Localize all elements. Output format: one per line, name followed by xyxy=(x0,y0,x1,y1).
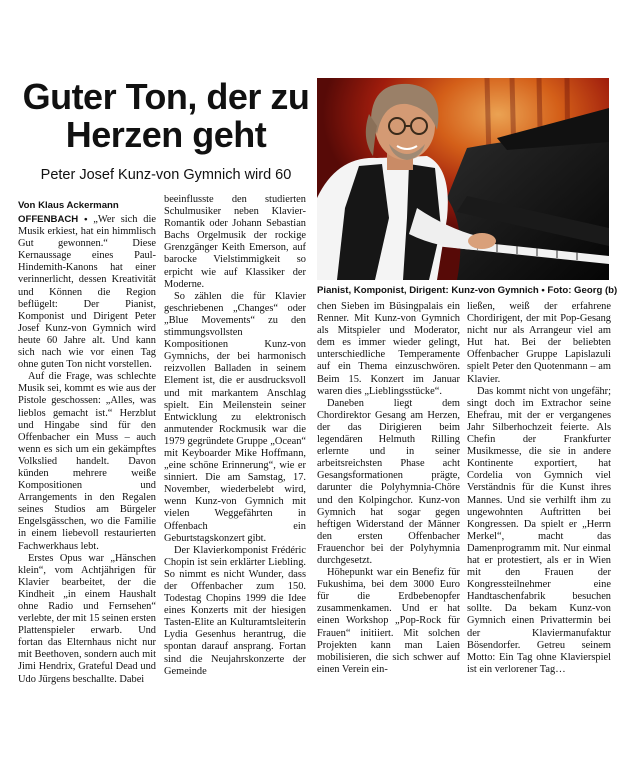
headline: Guter Ton, der zu Herzen geht xyxy=(22,76,310,155)
paragraph: Erstes Opus war „Hänschen klein“, vom Achtjährigen für Klavier bearbeitet, der die Kindheit „in einem Haushalt ohne Radio und Fernsehen“ verlebte, der mit 15 seinen ersten Plattenspieler erwarb. Und fortan das Elternhaus nicht nur mit Beethoven, sondern auch mit Jimi Hendrix, Grateful Dead und Udo Jürgens beschallte. Dabei xyxy=(18,552,156,685)
photo-caption: Pianist, Komponist, Dirigent: Kunz-von Gymnich • Foto: Georg (b) xyxy=(317,285,618,296)
paragraph: Das kommt nicht von ungefähr; singt doch im Extrachor seine Ehefrau, mit der er vergangenes Jahr Silberhochzeit feierte. Als Chefin der Frankfurter Musikmesse, die sie in andere Kontinente exportiert, hat Cordelia von Gymnich viel Verständnis für die Kunst ihres Mannes. Und sie verhilft ihm zu ungewohnten Auftritten bei Kongressen. Da spielt er „Herrn Merkel“, macht das Damenprogramm mit. Nur einmal hat er protestiert, als er in Wien mit den Frauen der Kongressteilnehmer eine Handtaschenfabrik besuchen sollte. Da bekam Kunz-von Gymnich einen Privattermin bei der Klaviermanufaktur Bösendorfer. Getreu seinem Motto: Ein Tag ohne Klavierspiel ist ein verlorener Tag… xyxy=(467,385,611,675)
paragraph: ließen, weiß der erfahrene Chordirigent, der mit Pop-Gesang nicht nur als Arrangeur viel am Hut hat. Bei der beliebten Offenbacher Gruppe Lapislazuli spielt Peter den Quotenmann – am Klavier. xyxy=(467,301,611,385)
paragraph: So zählen die für Klavier geschriebenen „Changes“ oder „Blue Movements“ zu den stimmungsvollsten Kompositionen Kunz-von Gymnichs, der bei harmonisch reizvollen Balladen in seinem Element ist, die er ausdrucksvoll und mit markantem Anschlag spielt. Ein Meilenstein seiner Entwicklung zu elektronisch anmutender Rockmusik war die 1979 gegründete Gruppe „Ocean“ mit Keyboarder Mike Hoffmann, „eine schöne Erinnerung“, wie er sinniert. Die am Samstag, 17. November, wiederbelebt wird, wenn Kunz-von Gymnich mit vielen Weggefährten in Offenbach ein Geburtstagskonzert gibt. xyxy=(164,290,306,544)
dateline-place: OFFENBACH • xyxy=(18,214,88,225)
article-column-1 xyxy=(18,214,156,686)
paragraph: Auf die Frage, was schlechte Musik sei, kommt es wie aus der Pistole geschossen: „Alles, was lieblos gemacht ist.“ Herzblut und Hingabe sind für den Offenbacher ein Muss – auch wenn es sich um ein gekämpftes Volkslied handelt. Davon künden mehrere weiße Kompositionen und Arrangements in den Regalen seines Studios am Bürgeler Engelsgässchen, wo die Familie in einem liebevoll restaurierten Fachwerkhaus lebt. xyxy=(18,371,156,552)
paragraph: Höhepunkt war ein Benefiz für Fukushima, bei dem 3000 Euro für die Erdbebenopfer zusammenkamen. Und er hat einen Workshop „Pop-Rock für Frauen“ initiiert. Mit solchen Projekten kann man Laien mobilisieren, die sich schwer auf einen Verein ein- xyxy=(317,567,460,675)
subheadline: Peter Josef Kunz-von Gymnich wird 60 xyxy=(40,167,292,183)
pianist-photo-illustration xyxy=(317,78,609,280)
paragraph: chen Sieben im Büsingpalais ein Renner. Mit Kunz-von Gymnich als Mitspieler und Moderator, dem es immer wieder gelingt, unterschiedliche Temperamente auf ein Thema einzuschwören. Beim 15. Konzert im Januar waren dies „Lieblingsstücke“. xyxy=(317,301,460,397)
article-column-3 xyxy=(317,301,460,676)
paragraph: „Wer sich die Musik erkiest, hat ein himmlisch Gut gewonnen.“ Diese Kernaussage eines Paul-Hindemith-Kanons hat einer verinnerlicht, dessen Kreativität und Können die Region beflügelt: Der Pianist, Komponist und Dirigent Peter Josef Kunz-von Gymnich wird heute 60 Jahre alt. Und kann sich nach wie vor einen Tag ohne guten Ton nicht vorstellen. xyxy=(18,214,156,371)
byline: Von Klaus Ackermann xyxy=(18,200,119,211)
article-column-4 xyxy=(467,301,611,676)
paragraph: Der Klavierkomponist Frédéric Chopin ist sein erklärter Liebling. So nimmt es nicht Wunder, dass der Offenbacher zum 150. Todestag Chopins 1999 die Idee eines Konzerts mit der hiesigen Tasten-Elite an Kulturamtsleiterin Lydia Gesenhus herantrug, die spontan darauf ansprang. Fortan sind die Neujahrskonzerte der Gemeinde xyxy=(164,544,306,677)
article-photo xyxy=(317,78,609,280)
paragraph: beeinflusste den studierten Schulmusiker neben Klavier-Romantik oder Johann Sebastian Bachs Orgelmusik der rockige Grenzgänger Keith Emerson, auf barocke Vielstimmigkeit so erpicht wie auf Klassiker der Moderne. xyxy=(164,194,306,290)
paragraph: Daneben liegt dem Chordirektor Gesang am Herzen, der das Dirigieren beim legendären Helmuth Rilling erlernte und in seiner arbeitsreichsten Phase acht Gesangsformationen prägte, darunter die Polyhymnia-Chöre und den Kolpingchor. Kunz-von Gymnich hat sogar gegen heftigen Widerstand der Männer den ersten Offenbacher Frauenchor bei der Polyhymnia durchgesetzt. xyxy=(317,397,460,566)
article-column-2 xyxy=(164,194,306,678)
